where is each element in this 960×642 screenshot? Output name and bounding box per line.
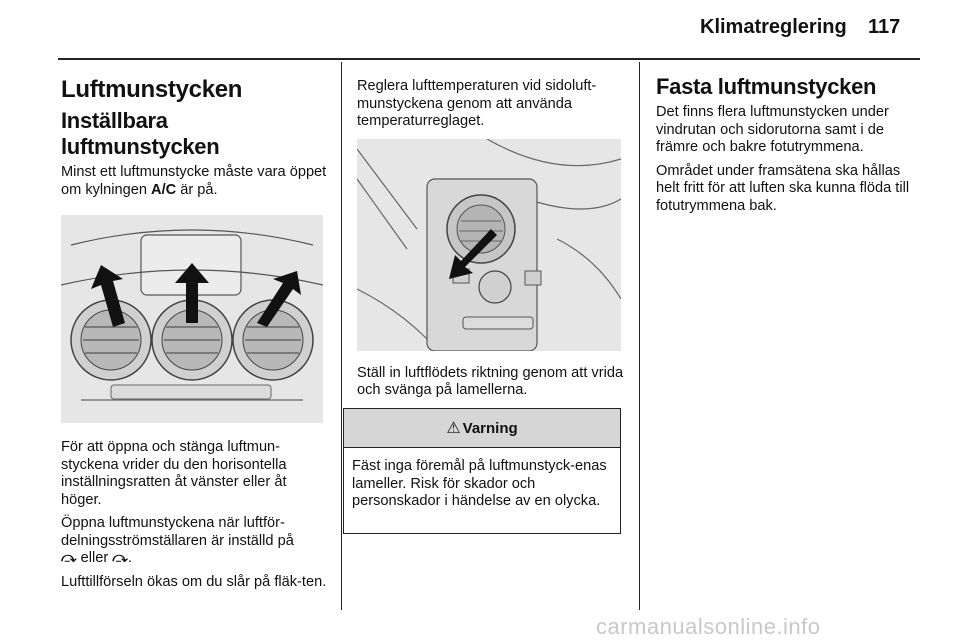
paragraph-temperature: Reglera lufttemperaturen vid sidoluft-munstyckena genom att använda temperaturreglaget. [357, 78, 597, 129]
ac-label: A/C [151, 181, 177, 198]
paragraph-open-close: För att öppna och stänga luftmun-styckena vrider du den horisontella inställningsratten åt vänster eller åt höger. [61, 439, 287, 508]
air-distribution-icon: ⤼ [112, 550, 128, 566]
air-distribution-icon: ⤼ [61, 550, 77, 566]
column-divider [341, 62, 342, 610]
watermark: carmanualsonline.info [596, 614, 821, 639]
section-title: Klimatreglering [700, 16, 847, 38]
header-rule [58, 58, 920, 60]
intro-paragraph: Minst ett luftmunstycke måste vara öppet om kylningen A/C är på. [61, 164, 327, 198]
warning-box [343, 408, 621, 534]
dashboard-vents-illustration [61, 215, 323, 423]
subheading: Inställbara luftmunstycken [61, 108, 220, 159]
paragraph-airflow-direction: Ställ in luftflödets riktning genom att vrida och svänga på lamellerna. [357, 364, 624, 398]
warning-header [344, 409, 620, 448]
page-number: 117 [868, 16, 901, 38]
paragraph-fan: Lufttillförseln ökas om du slår på fläk-ten. [61, 573, 327, 590]
paragraph-air-distribution: Öppna luftmunstyckena när luftför-delningsströmställaren är inställd på ⤼ eller ⤼. [61, 515, 294, 566]
column-right [656, 62, 924, 221]
side-vent-illustration [357, 139, 621, 351]
column-left [61, 62, 329, 597]
warning-text: Fäst inga föremål på luftmunstyck-enas lameller. Risk för skador och personskador i händelse av en olycka. [352, 458, 607, 509]
column-middle [357, 62, 625, 406]
warning-title: Varning [462, 419, 518, 437]
paragraph-fixed-vents: Det finns flera luftmunstycken under vindrutan och sidorutorna samt i de främre och bakre fotutrymmena. [656, 104, 889, 155]
column-divider [639, 62, 640, 610]
main-heading: Luftmunstycken [61, 76, 243, 103]
fixed-vents-heading: Fasta luftmunstycken [656, 74, 877, 99]
warning-icon: ⚠ [446, 420, 461, 437]
paragraph-under-seats: Området under framsätena ska hållas helt fritt för att luften ska kunna flöda till fotutrymmena bak. [656, 162, 910, 214]
